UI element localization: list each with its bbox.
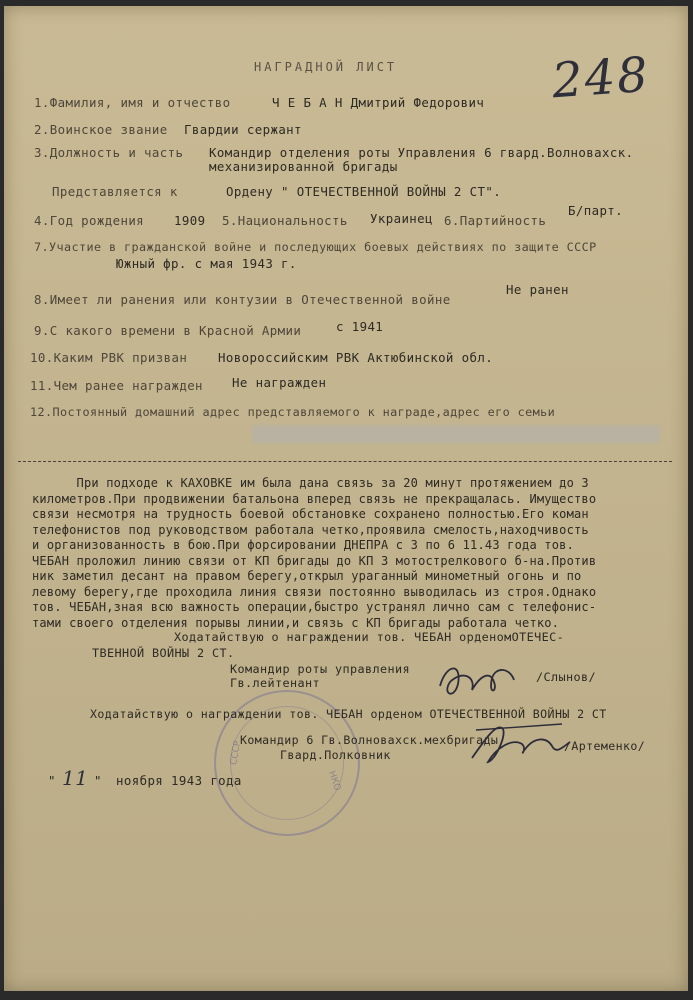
field-1-value: Ч Е Б А Н Дмитрий Федорович: [272, 95, 485, 110]
field-6-value: Б/парт.: [568, 203, 624, 218]
signer-1-name: /Слынов/: [536, 670, 597, 684]
field-2-label: 2.Воинское звание: [34, 122, 168, 137]
field-12-label: 12.Постоянный домашний адрес представляемого к награде,адрес его семьи: [30, 405, 556, 419]
field-4-value: 1909: [174, 213, 206, 228]
field-6-label: 6.Партийность: [444, 213, 547, 228]
narrative-line: тами своего отделения порывы линии,и связь с КП бригады работала четко.: [32, 615, 560, 630]
petition-2-line1: Ходатайствую о награждении тов. ЧЕБАН орденом ОТЕЧЕСТВЕННОЙ ВОЙНЫ 2 СТ: [90, 707, 607, 721]
presented-award: Ордену " ОТЕЧЕСТВЕННОЙ ВОЙНЫ 2 СТ".: [226, 184, 502, 199]
field-10-value: Новороссийским РВК Актюбинской обл.: [218, 350, 494, 365]
field-11-label: 11.Чем ранее награжден: [30, 378, 203, 393]
field-3-value-line1: Командир отделения роты Управления 6 гвард.Волновахск.: [209, 145, 634, 160]
field-8-value: Не ранен: [506, 282, 569, 297]
field-9-label: 9.С какого времени в Красной Армии: [34, 323, 302, 338]
handwritten-archive-number: 248: [550, 46, 652, 110]
signature-2: [466, 718, 576, 774]
stamp-text-right: НКО: [325, 769, 343, 793]
field-2-value: Гвардии сержант: [184, 122, 302, 137]
redacted-address: [252, 425, 660, 443]
date-day-handwritten: 11: [62, 766, 89, 790]
narrative-line: При подходе к КАХОВКЕ им была дана связь за 20 минут протяжением до 3: [32, 476, 589, 490]
field-7-value: Южный фр. с мая 1943 г.: [116, 256, 297, 271]
narrative-line: тов. ЧЕБАН,зная всю важность операции,быстро устранял лично сам с телефонис-: [32, 600, 597, 614]
field-5-value: Украинец: [370, 211, 433, 226]
field-5-label: 5.Национальность: [222, 213, 348, 228]
petition-1-line2: ТВЕННОЙ ВОЙНЫ 2 СТ.: [92, 646, 235, 660]
signature-1: [432, 656, 522, 706]
presented-label: Представляется к: [52, 184, 178, 199]
field-8-label: 8.Имеет ли ранения или контузии в Отечественной войне: [34, 292, 451, 307]
field-10-label: 10.Каким РВК призван: [30, 350, 188, 365]
narrative-line: связи несмотря на трудность боевой обстановке сохранено полностью.Его коман: [32, 507, 589, 521]
field-3-value-line2: механизированной бригады: [209, 159, 398, 174]
narrative-line: и организованность в бою.При форсировании ДНЕПРА с 3 по 6 11.43 года тов.: [32, 538, 574, 552]
narrative-line: километров.При продвижении батальона вперед связь не прекращалась. Имущество: [32, 491, 597, 506]
field-7-label: 7.Участие в гражданской войне и последующих боевых действиях по защите СССР: [34, 240, 597, 254]
field-3-label: 3.Должность и часть: [34, 145, 184, 160]
stamp-text-left: СССР: [229, 740, 244, 766]
field-11-value: Не награжден: [232, 375, 327, 390]
field-1-label: 1.Фамилия, имя и отчество: [34, 95, 231, 110]
narrative-line: ЧЕБАН проложил линию связи от КП бригады до КП 3 мотострелкового б-на.Против: [32, 553, 597, 568]
field-9-value: с 1941: [336, 319, 384, 334]
petition-1-line1: Ходатайствую о награждении тов. ЧЕБАН орденомОТЕЧЕС-: [174, 630, 565, 644]
document-title: НАГРАДНОЙ ЛИСТ: [254, 60, 398, 74]
award-sheet: [4, 6, 688, 991]
narrative-line: телефонистов под руководством работала четко,проявила смелость,находчивость: [32, 522, 589, 537]
signer-1-position: Командир роты управления: [230, 662, 411, 676]
narrative-text: [32, 476, 662, 631]
signer-2-rank: Гвард.Полковник: [280, 748, 391, 762]
narrative-line: ник заметил десант на правом берегу,открыл ураганный минометный огонь и по: [32, 569, 582, 583]
date-quote-close: ": [94, 773, 102, 788]
divider-line: [18, 461, 672, 462]
signer-2-position: Командир 6 Гв.Волновахск.мехбригады: [240, 733, 499, 747]
date-text: ноября 1943 года: [116, 773, 242, 788]
signer-2-name: /Артеменко/: [564, 739, 646, 753]
signer-1-rank: Гв.лейтенант: [230, 676, 321, 690]
field-4-label: 4.Год рождения: [34, 213, 145, 228]
date-quote-open: ": [48, 773, 56, 788]
narrative-line: левому берегу,где проходила линия связи постоянно выводилась из строя.Однако: [32, 584, 597, 599]
